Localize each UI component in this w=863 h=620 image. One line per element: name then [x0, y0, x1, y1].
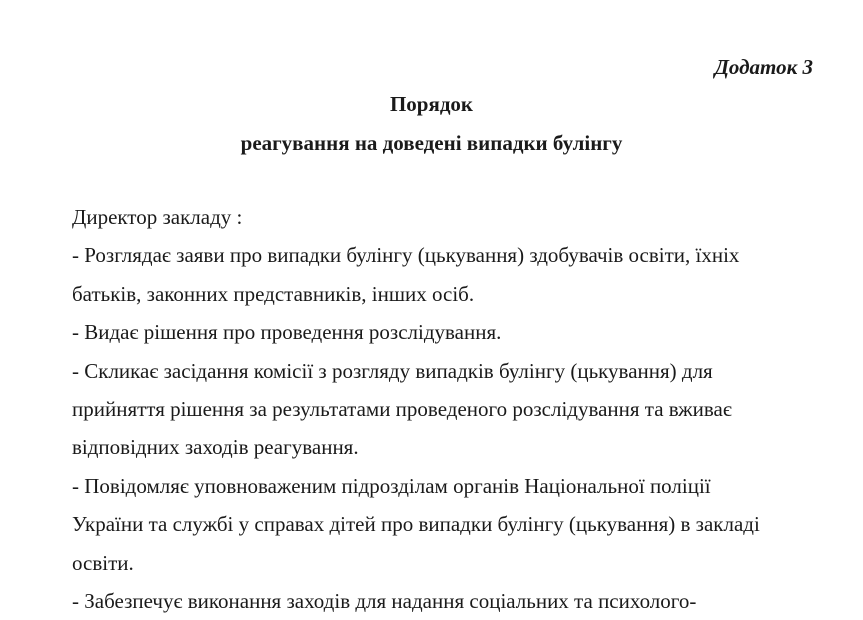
body-line: - Скликає засідання комісії з розгляду випадків булінгу (цькування) для: [72, 358, 713, 383]
document-body: [72, 198, 832, 620]
body-line: - Забезпечує виконання заходів для надання соціальних та психолого-: [72, 589, 697, 614]
document-title: Порядок: [389, 92, 474, 116]
body-line: відповідних заходів реагування.: [72, 435, 359, 460]
document-subtitle: реагування на доведені випадки булінгу: [240, 131, 623, 155]
body-line: - Розглядає заяви про випадки булінгу (цькування) здобувачів освіти, їхніх: [72, 243, 740, 268]
body-line-heading: Директор закладу :: [72, 205, 243, 229]
body-line: України та службі у справах дітей про випадки булінгу (цькування) в закладі: [72, 512, 760, 537]
body-line: батьків, законних представників, інших осіб.: [72, 281, 475, 306]
body-line: - Видає рішення про проведення розслідування.: [72, 320, 502, 345]
body-line: прийняття рішення за результатами проведеного розслідування та вживає: [72, 397, 732, 422]
appendix-label: Додаток 3: [714, 55, 813, 79]
body-line: - Повідомляє уповноваженим підрозділам органів Національної поліції: [72, 473, 711, 498]
body-line: освіти.: [72, 550, 134, 575]
